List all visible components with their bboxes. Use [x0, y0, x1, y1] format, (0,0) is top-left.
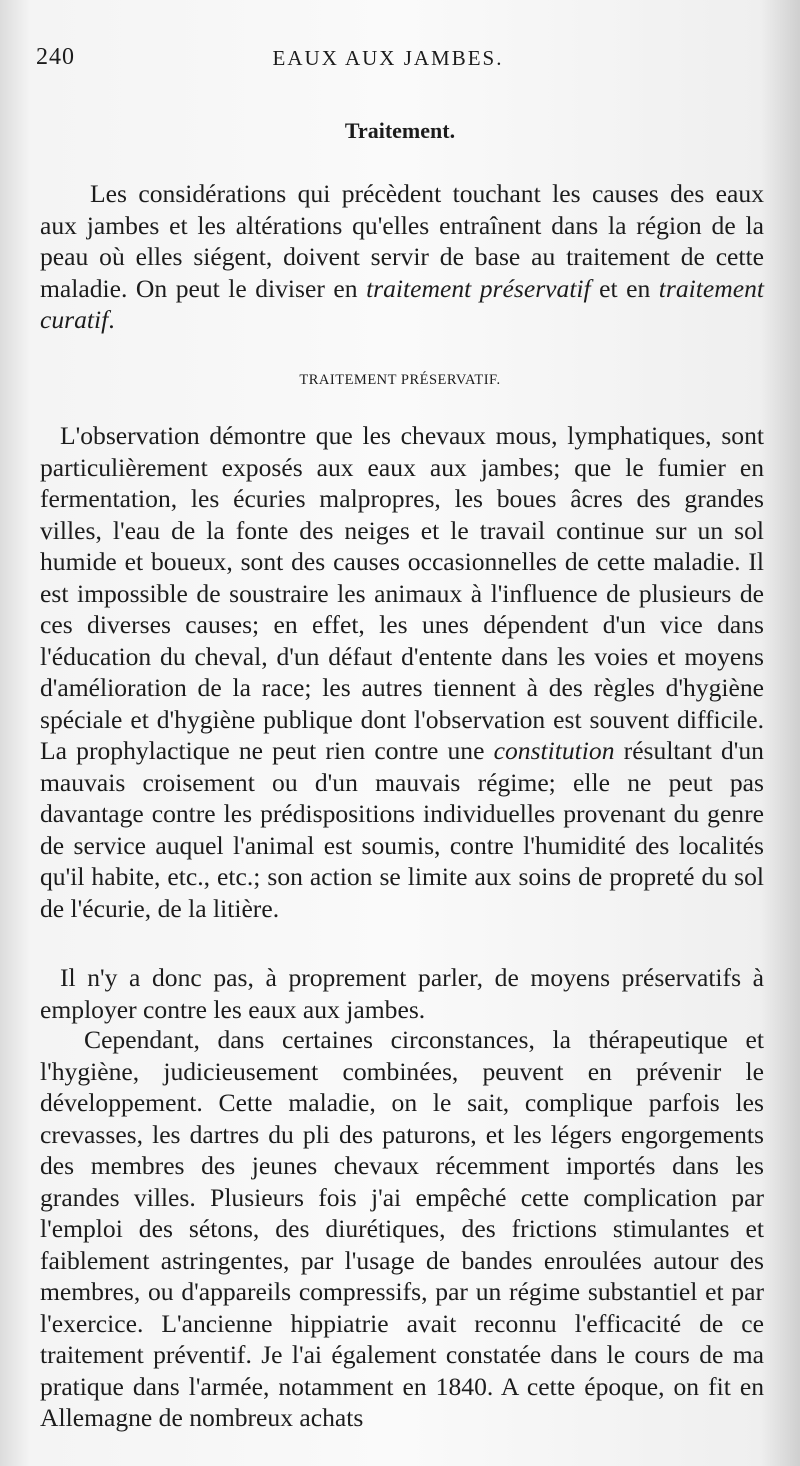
intro-text-3: . — [108, 305, 115, 334]
para1-text-2: résultant d'un mauvais croisement ou d'un mauvais régime; elle ne peut pas davantage contre les prédispositions individuelles provenant du genre de service auquel l'animal est soumis, contre l'humidité des localités qu'il habite, etc., etc.; son action se limite aux soins de propreté du sol de l'écurie, de la litière. — [40, 736, 764, 923]
intro-italic-2: traitement curatif — [40, 273, 764, 334]
paragraph-3 — [40, 1024, 764, 1434]
para3-text: Cependant, dans certaines circonstances, la thérapeutique et l'hygiène, judicieusement combinées, peuvent en prévenir le développement. Cette maladie, on le sait, complique parfois les crevasses, les dartres du pli des paturons, et les légers engorgements des membres des jeunes chevaux récemment importés dans les grandes villes. Plusieurs fois j'ai empêché cette complication par l'emploi des sétons, des diurétiques, des frictions stimulantes et faiblement astringentes, par l'usage de bandes enroulées autour des membres, ou d'appareils compressifs, par un régime substantiel et par l'exercice. L'ancienne hippiatrie avait reconnu l'efficacité de ce traitement préventif. Je l'ai également constatée dans le cours de ma pratique dans l'armée, notamment en 1840. A cette époque, on fit en Allemagne de nombreux achats — [40, 1025, 764, 1432]
intro-text-2: et en — [590, 273, 659, 303]
page-number: 240 — [36, 44, 75, 70]
section-title: Traitement. — [344, 118, 456, 143]
intro-italic-1: traitement préservatif — [366, 273, 591, 303]
page-header — [36, 44, 740, 80]
paragraph-1 — [40, 420, 764, 924]
para1-italic: constitution — [493, 736, 615, 765]
para2-text: Il n'y a donc pas, à proprement parler, de moyens préservatifs à employer contre les eaux aux jambes. — [40, 963, 764, 1024]
intro-text-1: Les considérations qui précèdent touchant les causes des eaux aux jambes et les altérations qu'elles entraînent dans la région de la peau où elles siégent, doivent servir de base au traitement de cette maladie. On peut le diviser en — [40, 179, 764, 303]
subheading: TRAITEMENT PRÉSERVATIF. — [299, 372, 501, 388]
para1-text-1: L'observation démontre que les chevaux mous, lymphatiques, sont particulièrement exposés aux eaux aux jambes; que le fumier en fermentation, les écuries malpropres, les boues âcres des grandes villes, l'eau de la fonte des neiges et le travail continue sur un sol humide et boueux, sont des causes occasionnelles de cette maladie. Il est impossible de soustraire les animaux à l'influence de plusieurs de ces diverses causes; en effet, les unes dépendent d'un vice dans l'éducation du cheval, d'un défaut d'entente dans les voies et moyens d'amélioration de la race; les autres tiennent à des règles d'hygiène spéciale et d'hygiène publique dont l'observation est souvent difficile. La prophylactique ne peut rien contre une — [40, 421, 764, 765]
intro-paragraph — [40, 178, 764, 336]
running-title: EAUX AUX JAMBES. — [272, 46, 504, 70]
paragraph-2 — [40, 962, 764, 1025]
